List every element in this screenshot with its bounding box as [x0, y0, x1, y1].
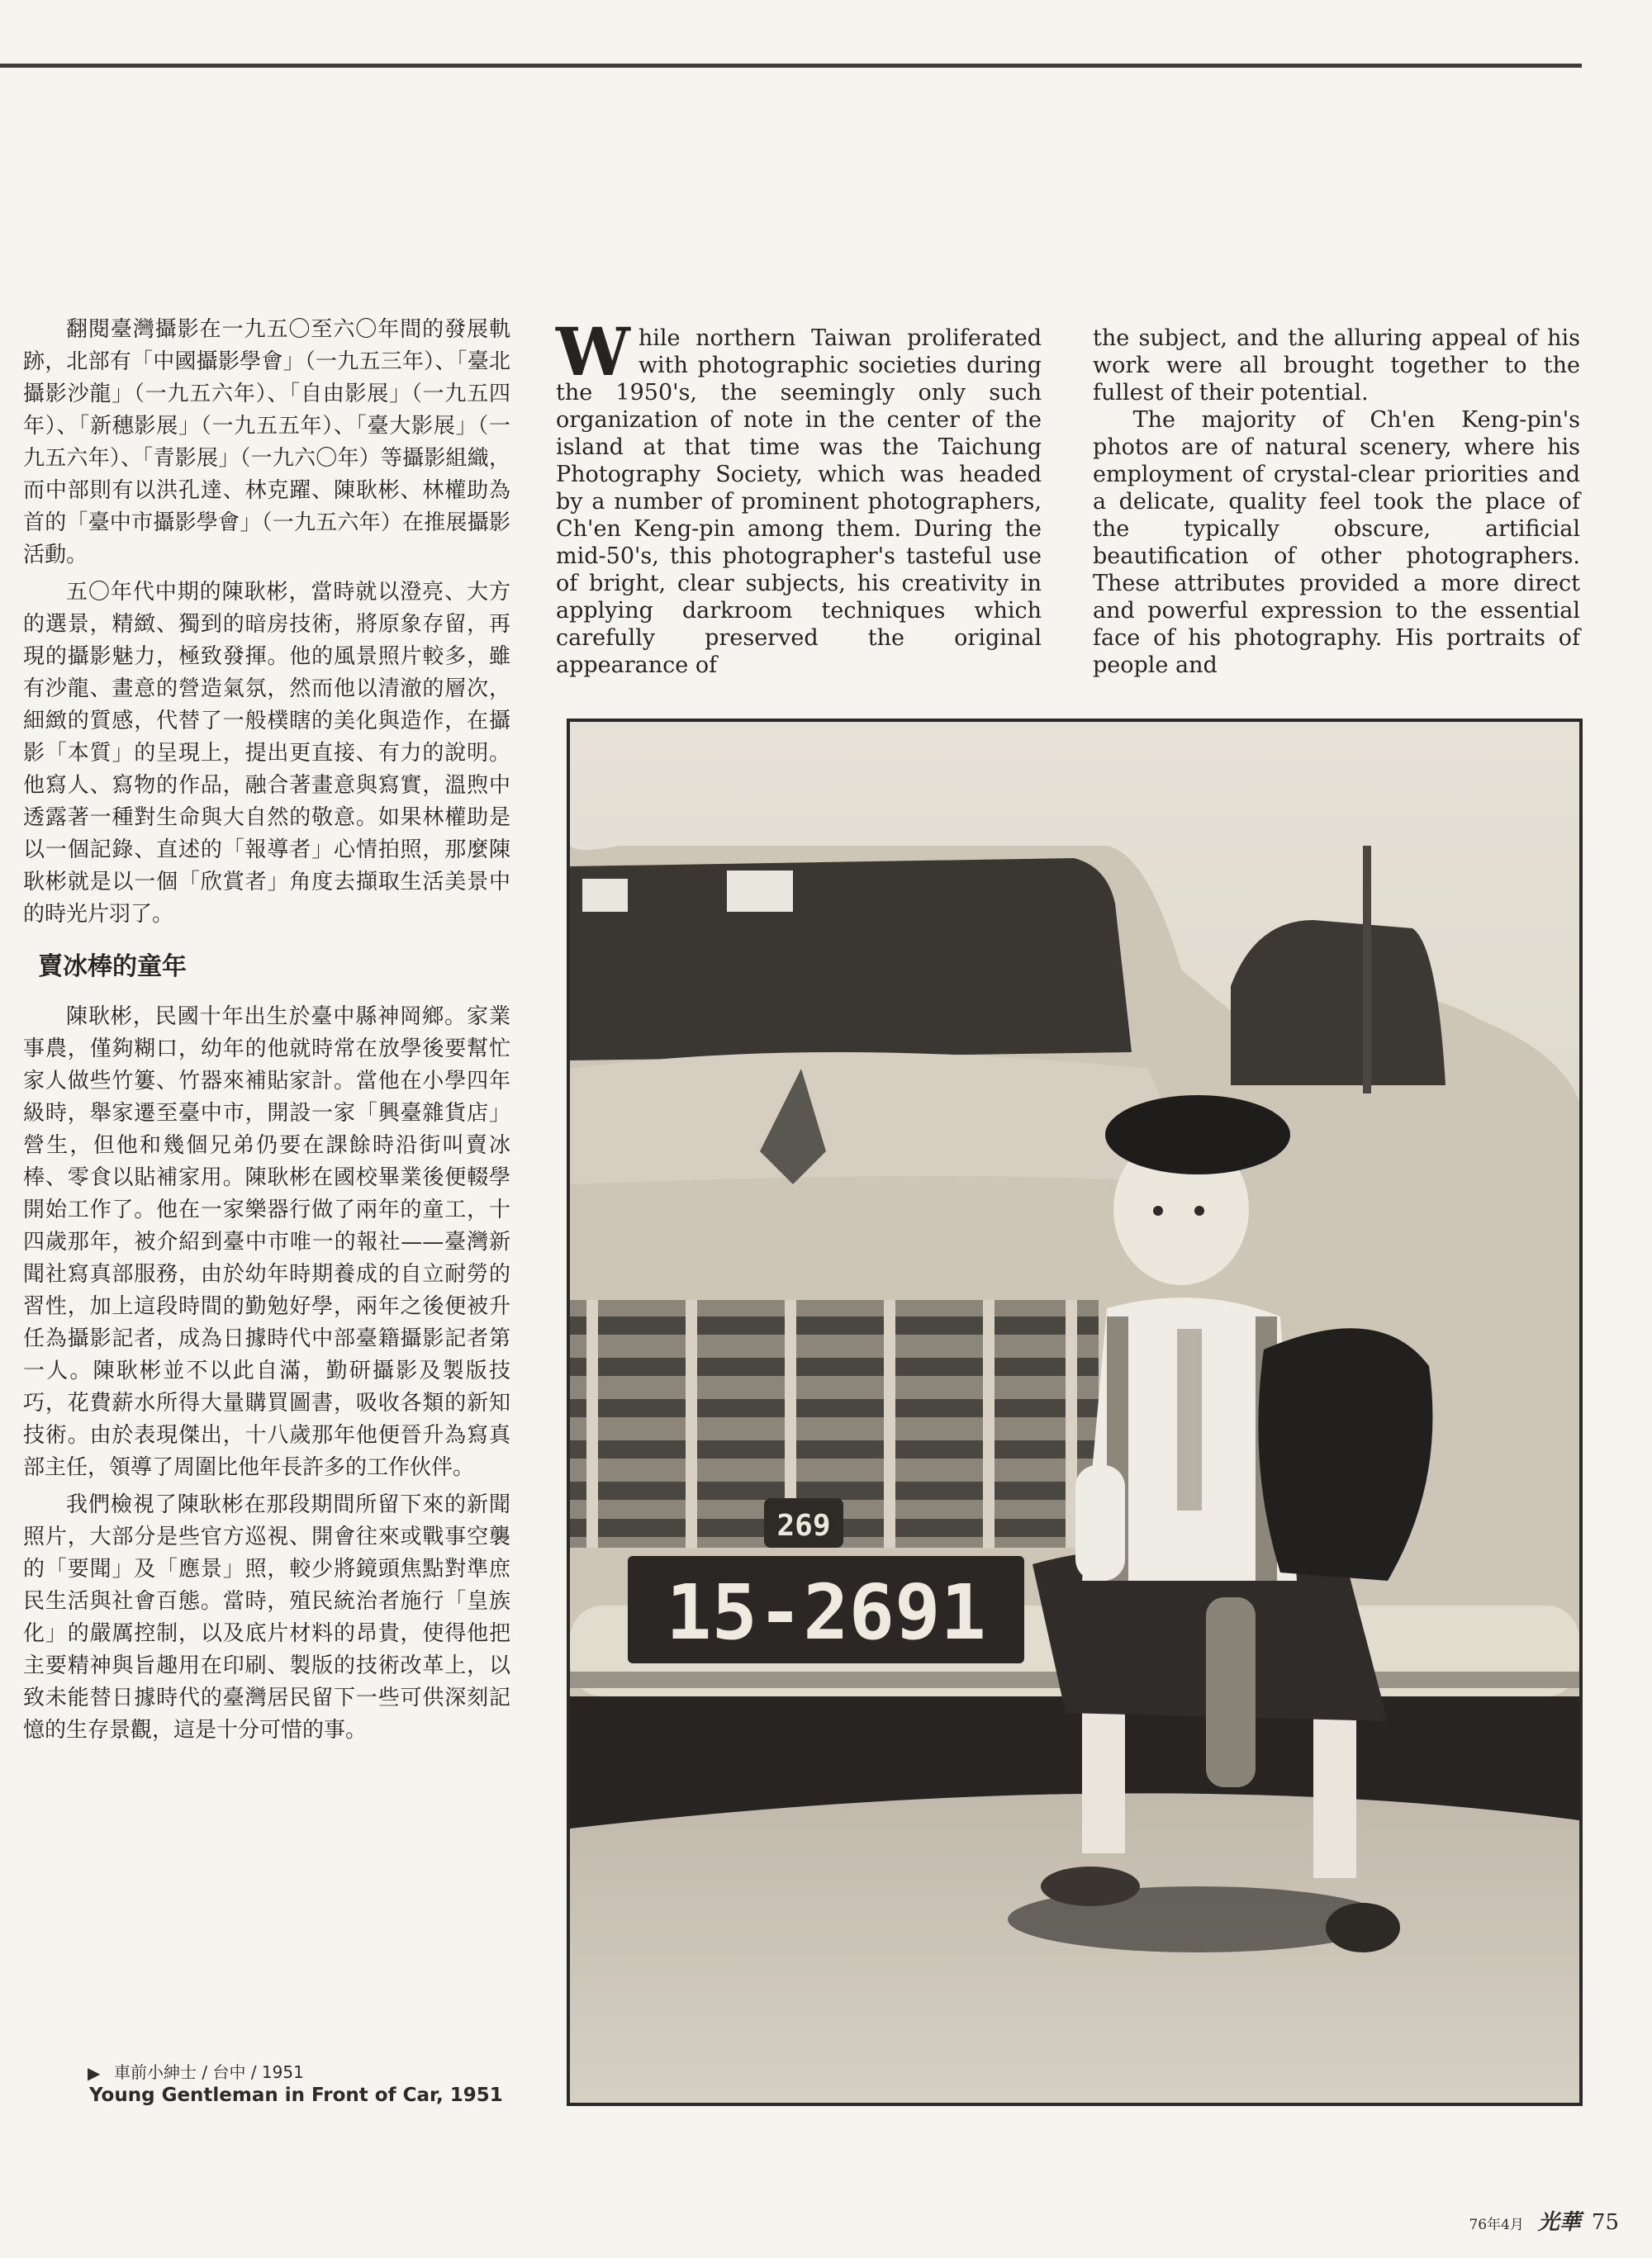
issue-date: 76年4月 — [1469, 2217, 1524, 2233]
plate-small-text: 269 — [776, 1509, 831, 1543]
page-number: 75 — [1591, 2210, 1619, 2235]
caption-arrow-icon: ▶ — [88, 2063, 101, 2083]
photo-illustration — [570, 722, 1579, 2103]
en-column-2-para-2: The majority of Ch'en Keng-pin's photos are of natural scenery, where his employment of crystal-clear priorities and a delicate, quality feel took the place of the typically obscure, artificial beautification of other photographers. These attributes provided a more direct and powerful expression to the essential face of his photography. His portraits of people and — [1093, 407, 1580, 678]
plate-main-text: 15-2691 — [666, 1568, 986, 1657]
zh-paragraph-2: 五〇年代中期的陳耿彬，當時就以澄亮、大方的選景，精緻、獨到的暗房技術，將原象存留，再現的攝影魅力，極致發揮。他的風景照片較多，雖有沙龍、畫意的營造氣氛，然而他以清澈的層次，細緻的質感，代替了一般樸瞎的美化與造作，在攝影「本質」的呈現上，提出更直接、有力的說明。他寫人、寫物的作品，融合著畫意與寫實，溫煦中透露著一種對生命與大自然的敬意。如果林權助是以一個記錄、直述的「報導者」心情拍照，那麼陳耿彬就是以一個「欣賞者」角度去擷取生活美景中的時光片羽了。 — [23, 580, 510, 927]
photo-boy-in-front-of-car — [567, 719, 1583, 2106]
drop-cap: W — [556, 313, 630, 391]
photo-caption — [89, 2061, 519, 2108]
en-column-2-para-1: the subject, and the alluring appeal of his work were all brought together to the fullest of their potential. — [1093, 325, 1580, 406]
zh-paragraph-3: 陳耿彬，民國十年出生於臺中縣神岡鄉。家業事農，僅夠糊口，幼年的他就時常在放學後要幫忙家人做些竹簍、竹器來補貼家計。當他在小學四年級時，舉家遷至臺中市，開設一家「興臺雜貨店」營生，但他和幾個兄弟仍要在課餘時沿街叫賣冰棒、零食以貼補家用。陳耿彬在國校畢業後便輟學開始工作了。他在一家樂器行做了兩年的童工，十四歲那年，被介紹到臺中市唯一的報社——臺灣新聞社寫真部服務，由於幼年時期養成的自立耐勞的習性，加上這段時間的勤勉好學，兩年之後便被升任為攝影記者，成為日據時代中部臺籍攝影記者第一人。陳耿彬並不以此自滿，勤研攝影及製版技巧，花費薪水所得大量購買圖書，吸收各類的新知技術。由於表現傑出，十八歲那年他便晉升為寫真部主任，領導了周圍比他年長許多的工作伙伴。 — [23, 1004, 510, 1480]
english-column-1 — [556, 313, 1042, 679]
zh-paragraph-1: 翻閱臺灣攝影在一九五〇至六〇年間的發展軌跡，北部有「中國攝影學會」（一九五三年）、「臺北攝影沙龍」（一九五六年）、「自由影展」（一九五四年）、「新穗影展」（一九五五年）、「臺大影展」（一九五六年）、「青影展」（一九六〇年）等攝影組織，而中部則有以洪孔達、林克躍、陳耿彬、林權助為首的「臺中市攝影學會」（一九五六年）在推展攝影活動。 — [23, 317, 510, 567]
zh-paragraph-4: 我們檢視了陳耿彬在那段期間所留下來的新聞照片，大部分是些官方巡視、開會往來或戰事空襲的「要聞」及「應景」照，較少將鏡頭焦點對準庶民生活與社會百態。當時，殖民統治者施行「皇族化」的嚴厲控制，以及底片材料的昂貴，使得他把主要精神與旨趣用在印刷、製版的技術改革上，以致未能替日據時代的臺灣居民留下一些可供深刻記憶的生存景觀，這是十分可惜的事。 — [23, 1492, 510, 1743]
chinese-article-column — [23, 314, 510, 1752]
caption-english: Young Gentleman in Front of Car, 1951 — [89, 2085, 503, 2106]
page-footer — [1469, 2205, 1619, 2236]
english-column-2 — [1093, 325, 1580, 679]
magazine-name: 光華 — [1537, 2210, 1581, 2235]
top-rule — [0, 64, 1582, 68]
zh-section-heading: 賣冰棒的童年 — [38, 952, 187, 981]
caption-chinese: 車前小紳士 / 台中 / 1951 — [114, 2062, 304, 2082]
en-column-1-text: hile northern Taiwan proliferated with photographic societies during the 1950's, the seemingly only such organization of note in the center of the island at that time was the Taichung Photography Society, which was headed by a number of prominent photographers, Ch'en Keng-pin among them. During the mid-50's, this photographer's tasteful use of bright, clear subjects, his creativity in applying darkroom techniques which carefully preserved the original appearance of — [556, 325, 1042, 678]
